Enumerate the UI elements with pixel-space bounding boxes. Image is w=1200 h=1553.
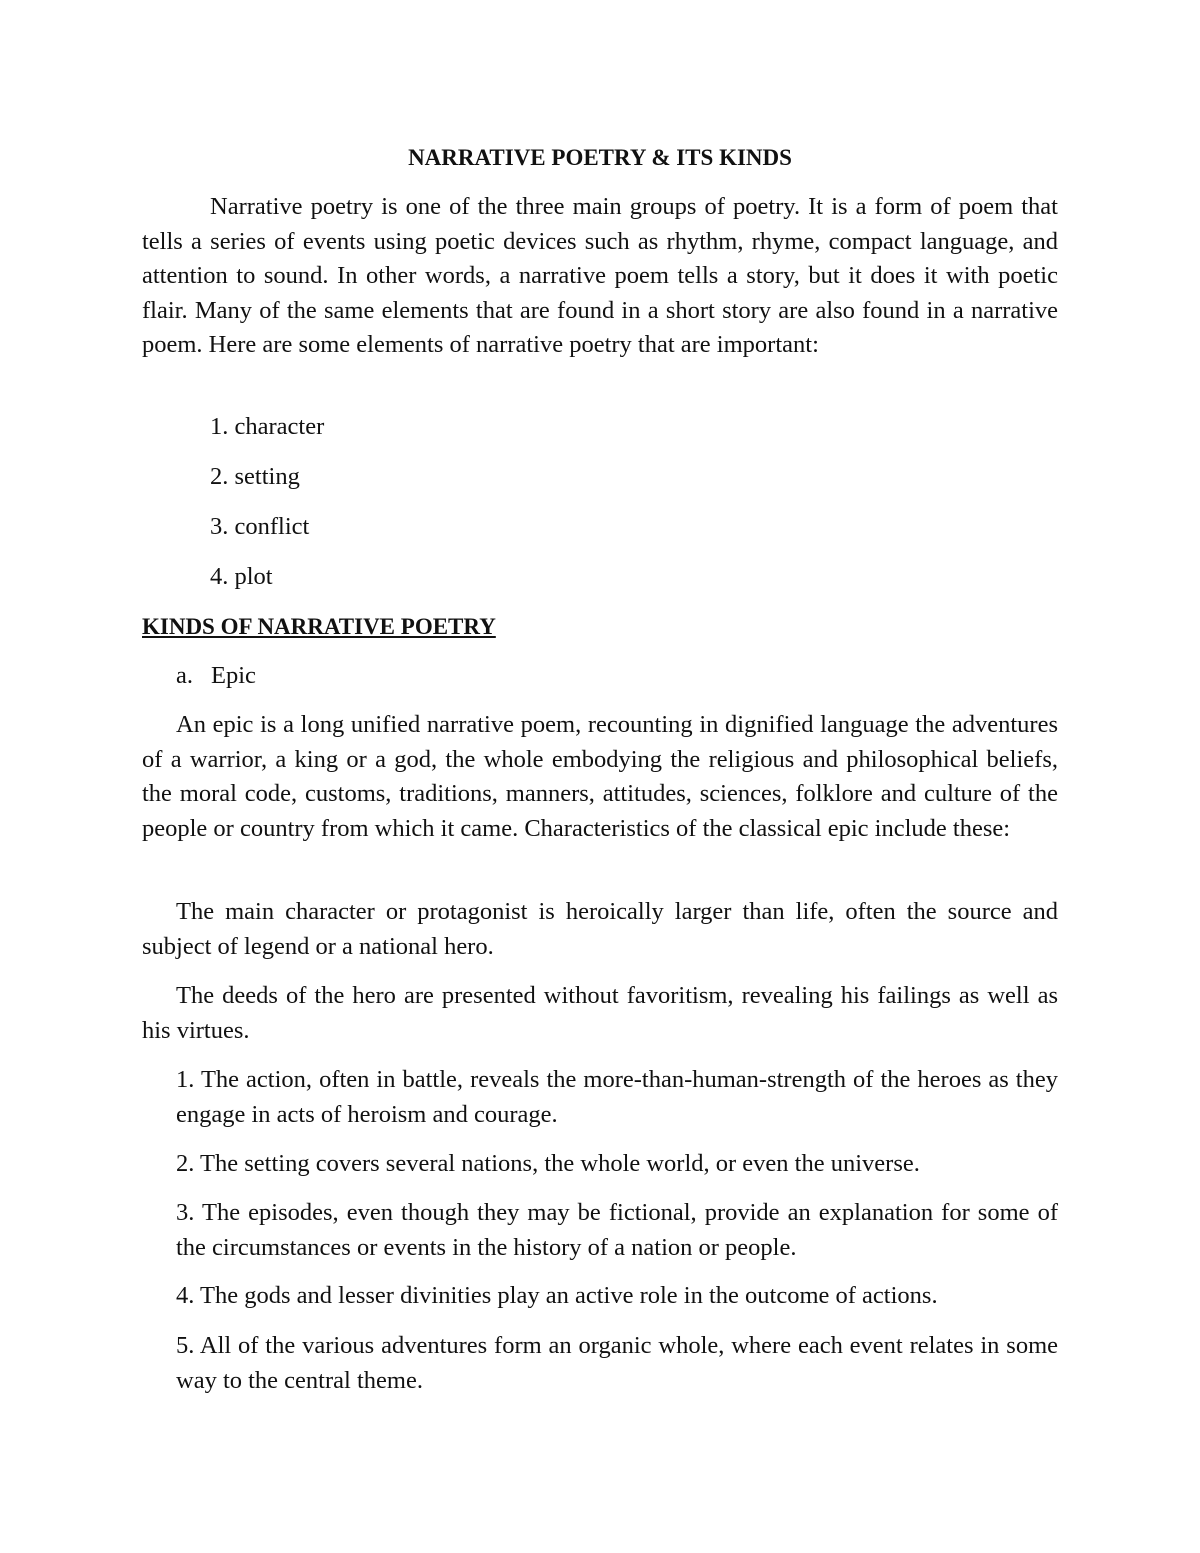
element-item-setting: 2. setting [210,463,300,490]
intro-paragraph: Narrative poetry is one of the three main groups of poetry. It is a form of poem that tells a series of events using poetic devices such as rhythm, rhyme, compact language, and attention to sound. In other words, a narrative poem tells a story, but it does it with poetic flair. Many of the same elements that are found in a short story are also found in a narrative poem. Here are some elements of narrative poetry that are important: [142,193,1058,358]
document-title: NARRATIVE POETRY & ITS KINDS [408,145,792,170]
element-item-character: 1. character [210,413,325,440]
epic-subheading [176,659,256,694]
characteristic-item-episodes: 3. The episodes, even though they may be fictional, provide an explanation for some of the circumstances or events in the history of a nation or people. [176,1199,1058,1261]
characteristic-item-adventures: 5. All of the various adventures form an organic whole, where each event relates in some way to the central theme. [176,1332,1058,1394]
hero-deeds-paragraph: The deeds of the hero are presented without favoritism, revealing his failings as well as his virtues. [142,982,1058,1044]
element-item-plot: 4. plot [210,563,273,590]
kinds-heading: KINDS OF NARRATIVE POETRY [142,614,496,639]
characteristic-item-setting: 2. The setting covers several nations, the whole world, or even the universe. [176,1150,920,1177]
element-item-conflict: 3. conflict [210,513,310,540]
epic-letter: a. [176,662,193,689]
hero-larger-paragraph: The main character or protagonist is heroically larger than life, often the source and subject of legend or a national hero. [142,898,1058,960]
epic-label: Epic [211,662,256,689]
characteristic-item-gods: 4. The gods and lesser divinities play an active role in the outcome of actions. [176,1282,938,1309]
characteristic-item-action: 1. The action, often in battle, reveals the more-than-human-strength of the heroes as they engage in acts of heroism and courage. [176,1066,1058,1128]
epic-definition-paragraph: An epic is a long unified narrative poem, recounting in dignified language the adventures of a warrior, a king or a god, the whole embodying the religious and philosophical beliefs, the moral code, customs, traditions, manners, attitudes, sciences, folklore and culture of the people or country from which it came. Characteristics of the classical epic include these: [142,711,1058,842]
